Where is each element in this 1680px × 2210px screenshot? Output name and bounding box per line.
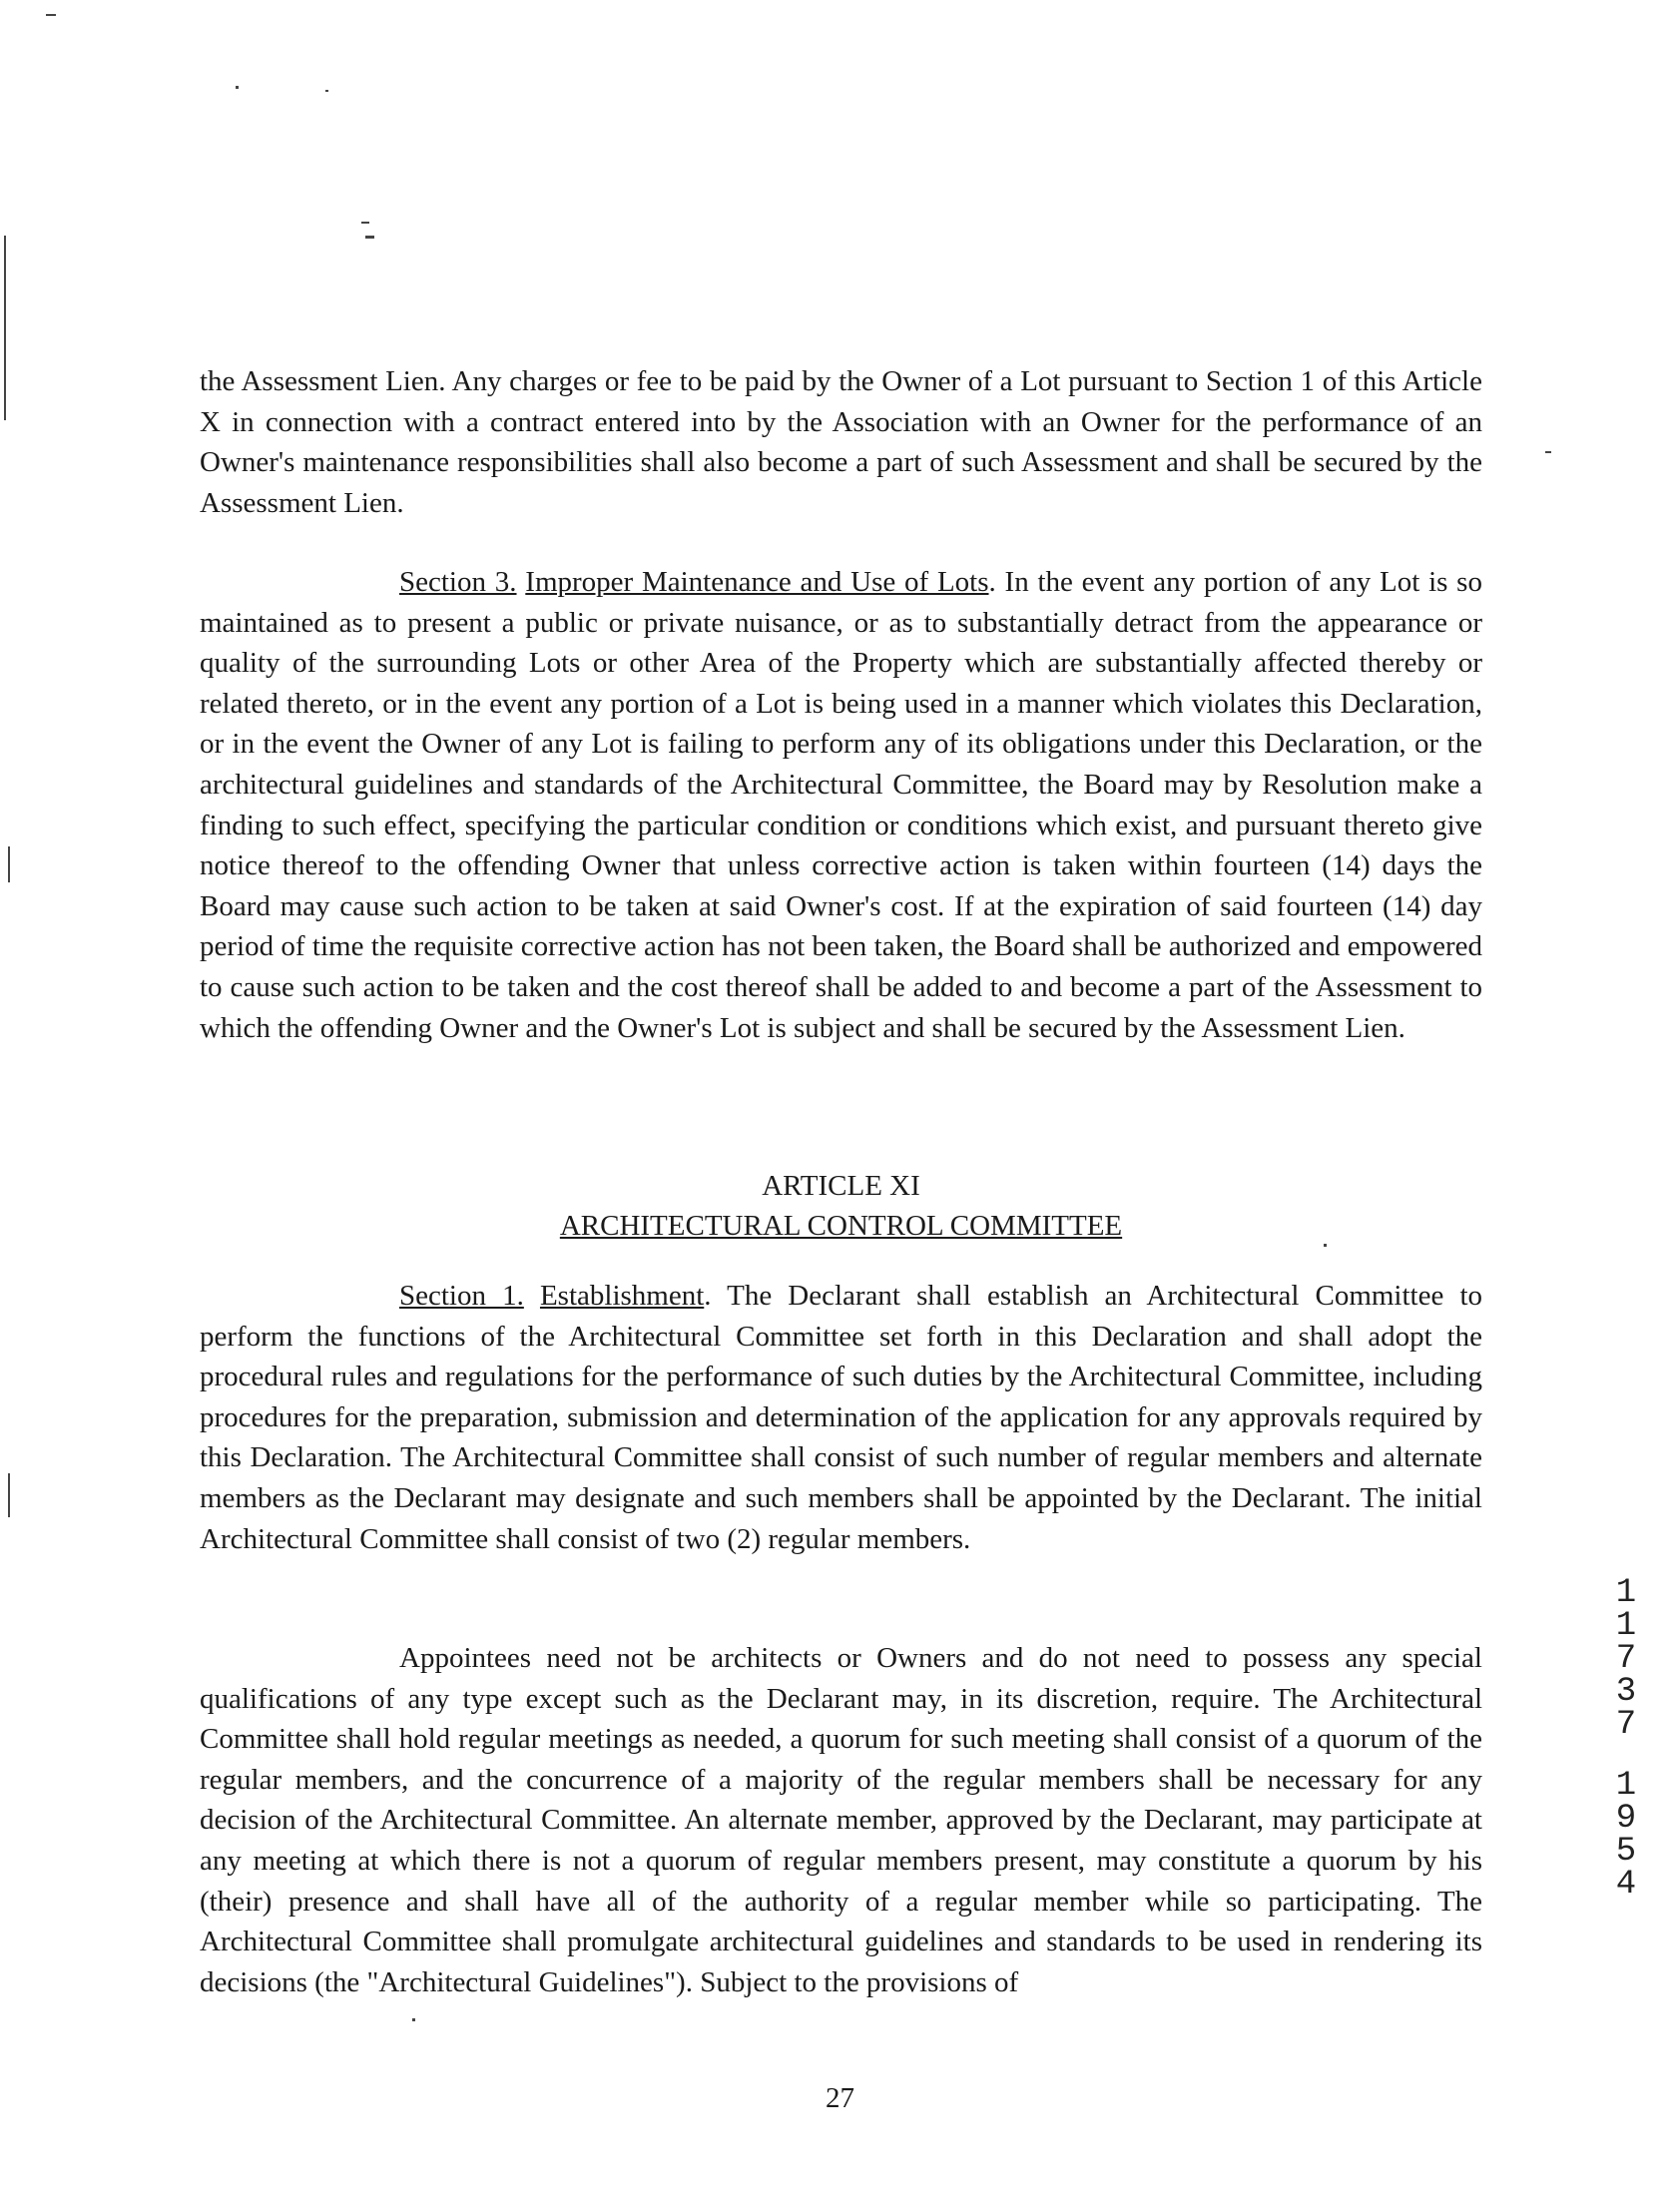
stamp-digit: 1 <box>1615 1767 1637 1805</box>
section-1-title: Establishment <box>539 1280 705 1312</box>
paragraph-assessment-lien: the Assessment Lien. Any charges or fee to be paid by the Owner of a Lot pursuant to Section 1 of this Article X in connection with a contract entered into by the Association with an Owner for the performance of an Owner's maintenance responsibilities shall also become a part of such Assessment and shall be secured by the Assessment Lien. <box>200 365 1482 519</box>
scan-mark <box>46 14 56 16</box>
section-3-label: Section 3. <box>399 566 517 598</box>
scan-mark <box>8 1473 10 1517</box>
section-3-body: . In the event any portion of any Lot is so maintained as to present a public or private nuisance, or as to substantially detract from the appearance or quality of the surrounding Lots or other Area of the Property which are substantially affected thereby or related thereto, or in the event any portion of a Lot is being used in a manner which violates this Declaration, or in the event the Owner of any Lot is failing to perform any of its obligations under this Declaration, or the architectural guidelines and standards of the Architectural Committee, the Board may by Resolution make a finding to such effect, specifying the particular condition or conditions which exist, and pursuant thereto give notice thereof to the offending Owner that unless corrective action is taken within fourteen (14) days the Board may cause such action to be taken at said Owner's cost. If at the expiration of said fourteen (14) day period of time the requisite corrective action has not been taken, the Board shall be authorized and empowered to cause such action to be taken and the cost thereof shall be added to and become a part of the Assessment to which the offending Owner and the Owner's Lot is subject and shall be secured by the Assessment Lien. <box>200 566 1482 1044</box>
stamp-digit: 5 <box>1615 1833 1637 1871</box>
stamp-digit: 4 <box>1615 1866 1637 1904</box>
article-number: ARTICLE XI <box>762 1170 920 1202</box>
scan-mark <box>365 236 374 239</box>
scan-mark <box>361 222 369 224</box>
stamp-digit: 7 <box>1615 1706 1637 1744</box>
stamp-digit: 1 <box>1615 1574 1637 1612</box>
scan-mark <box>236 86 239 89</box>
scan-mark <box>325 90 328 92</box>
article-title: ARCHITECTURAL CONTROL COMMITTEE <box>559 1210 1123 1242</box>
paragraph-section-3 <box>200 562 1482 1048</box>
paragraph-section-1 <box>200 1276 1482 1559</box>
section-3-title: Improper Maintenance and Use of Lots <box>525 566 989 598</box>
stamp-digit: 9 <box>1615 1800 1637 1838</box>
page-number: 27 <box>826 2082 854 2114</box>
side-stamp-number <box>1611 1574 1641 1904</box>
stamp-digit: 1 <box>1615 1607 1637 1645</box>
scan-mark <box>412 2018 415 2021</box>
stamp-digit: 3 <box>1615 1673 1637 1711</box>
paragraph-appointees: Appointees need not be architects or Owners and do not need to possess any special qualifications of any type except such as the Declarant may, in its discretion, require. The Architectural Committee shall hold regular meetings as needed, a quorum for such meeting shall consist of a quorum of the regular members, and the concurrence of a majority of the regular members shall be necessary for any decision of the Architectural Committee. An alternate member, approved by the Declarant, may participate at any meeting at which there is not a quorum of regular members present, may constitute a quorum by his (their) presence and shall have all of the authority of a regular member while so participating. The Architectural Committee shall promulgate architectural guidelines and standards to be used in rendering its decisions (the "Architectural Guidelines"). Subject to the provisions of <box>200 1642 1482 1998</box>
scan-mark <box>8 846 10 882</box>
stamp-digit: 7 <box>1615 1640 1637 1678</box>
scan-mark <box>1545 451 1551 453</box>
scan-mark <box>4 236 6 420</box>
section-1-body: . The Declarant shall establish an Architectural Committee to perform the functions of the Architectural Committee set forth in this Declaration and shall adopt the procedural rules and regulations for the performance of such duties by the Architectural Committee, including procedures for the preparation, submission and determination of the application for any approvals required by this Declaration. The Architectural Committee shall consist of such number of regular members and alternate members as the Declarant may designate and such members shall be appointed by the Declarant. The initial Architectural Committee shall consist of two (2) regular members. <box>200 1280 1482 1555</box>
section-1-label: Section 1. <box>399 1280 524 1312</box>
